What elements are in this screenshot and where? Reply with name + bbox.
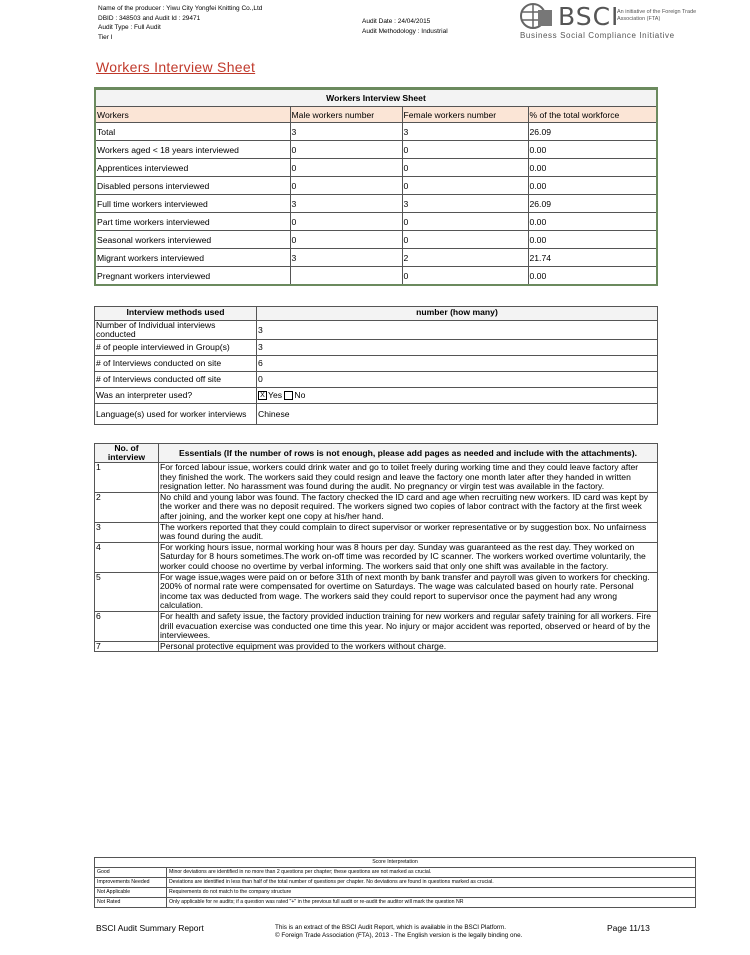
table-cell: Number of Individual interviews conducted [95, 321, 257, 340]
audit-date: Audit Date : 24/04/2015 [362, 18, 431, 25]
table-row [95, 123, 657, 141]
table-row [95, 898, 696, 908]
logo-wordmark: BSCI [558, 2, 620, 31]
table-caption: Score Interpretation [95, 858, 696, 868]
table-row [95, 388, 658, 404]
bsci-globe-icon [518, 2, 554, 32]
footer-notice-line: This is an extract of the BSCI Audit Report, which is available in the BSCI Platform. [275, 924, 506, 931]
table-caption: Workers Interview Sheet [95, 89, 657, 107]
table-cell: Requirements do not match to the company structure [167, 888, 696, 898]
table-cell [290, 267, 402, 286]
table-row [95, 356, 658, 372]
table-cell: 3 [290, 249, 402, 267]
table-cell: 0.00 [528, 213, 657, 231]
table-row [95, 159, 657, 177]
table-row [95, 522, 658, 542]
table-cell: Good [95, 868, 167, 878]
table-cell: 3 [95, 522, 159, 542]
table-cell: 26.09 [528, 195, 657, 213]
table-row [95, 267, 657, 286]
table-cell: 0.00 [528, 267, 657, 286]
table-cell: 0 [402, 267, 528, 286]
producer-name: Name of the producer : Yiwu City Yongfei Knitting Co.,Ltd [98, 5, 263, 12]
interview-methods-table [94, 306, 658, 425]
table-cell: Workers aged < 18 years interviewed [95, 141, 290, 159]
col-header: % of the total workforce [528, 107, 657, 123]
table-row [95, 611, 658, 641]
col-header: Workers [95, 107, 290, 123]
table-cell: 0 [402, 231, 528, 249]
footer-report-name: BSCI Audit Summary Report [96, 923, 204, 933]
table-cell: Deviations are identified in less than half of the total number of questions per chapter. No deviations are found in questions marked as crucial. [167, 878, 696, 888]
table-cell: 0.00 [528, 159, 657, 177]
table-cell: # of people interviewed in Group(s) [95, 340, 257, 356]
table-row [95, 231, 657, 249]
table-cell: Improvements Needed [95, 878, 167, 888]
table-cell: Not Rated [95, 898, 167, 908]
table-cell: 0 [402, 213, 528, 231]
footer-notice-line: © Foreign Trade Association (FTA), 2013 - The English version is the legally binding one. [275, 932, 523, 939]
table-row [95, 868, 696, 878]
table-cell: # of Interviews conducted on site [95, 356, 257, 372]
table-cell: 7 [95, 641, 159, 652]
table-row [95, 321, 658, 340]
table-cell: 0 [290, 177, 402, 195]
workers-table [94, 87, 658, 286]
table-row [95, 249, 657, 267]
table-header-row [95, 444, 658, 463]
table-cell: 2 [402, 249, 528, 267]
language-label: Language(s) used for worker interviews [95, 404, 257, 425]
no-checkbox[interactable] [284, 391, 293, 400]
col-header: Female workers number [402, 107, 528, 123]
col-header: No. of interview [95, 444, 159, 463]
dbid: DBID : 348503 and Audit Id : 29471 [98, 14, 201, 22]
bsci-logo [518, 2, 698, 42]
logo-subtitle: Business Social Compliance Initiative [520, 31, 675, 40]
page-title: Workers Interview Sheet [96, 59, 256, 75]
table-row [95, 195, 657, 213]
table-row [95, 463, 658, 493]
interpreter-label: Was an interpreter used? [95, 388, 257, 404]
table-cell: Personal protective equipment was provided to the workers without charge. [159, 641, 658, 652]
table-cell: 0 [402, 159, 528, 177]
tier: Tier I [98, 33, 113, 41]
yes-checkbox[interactable]: X [258, 391, 267, 400]
col-header: Essentials (If the number of rows is not enough, please add pages as needed and include with the attachments). [159, 444, 658, 463]
table-row [95, 404, 658, 425]
table-cell: 0 [290, 213, 402, 231]
table-cell: Minor deviations are identified in no more than 2 questions per chapter; these questions are not marked as crucial. [167, 868, 696, 878]
table-cell: 21.74 [528, 249, 657, 267]
col-header: Male workers number [290, 107, 402, 123]
table-cell: 0 [402, 141, 528, 159]
table-cell: For health and safety issue, the factory provided induction training for new workers and regular safety training for all workers. Fire drill evacuation exercise was conducted one time this year. No injury or major accident was reported, observed or heard of by the interviewees. [159, 611, 658, 641]
table-cell: 0.00 [528, 141, 657, 159]
interpreter-options [257, 388, 658, 404]
table-cell: 0 [257, 372, 658, 388]
table-cell: 4 [95, 542, 159, 572]
table-cell: 2 [95, 492, 159, 522]
table-cell: For working hours issue, normal working hour was 8 hours per day. Sunday was guaranteed as the rest day. They worked on Saturday for 8 hours sometimes.The work on-off time was recorded by IC scanner. The workers worked overtime voluntarily, the worker could choose no overtime by verbal informing. The workers said that only one shift was available in the factory. [159, 542, 658, 572]
essentials-table [94, 443, 658, 652]
audit-type: Audit Type : Full Audit [98, 24, 161, 31]
producer-info [98, 4, 262, 42]
table-cell: 3 [290, 195, 402, 213]
page-number: Page 11/13 [607, 923, 650, 933]
table-cell: Seasonal workers interviewed [95, 231, 290, 249]
table-row [95, 572, 658, 611]
table-cell: 0.00 [528, 177, 657, 195]
table-row [95, 641, 658, 652]
table-cell: 5 [95, 572, 159, 611]
table-cell: No child and young labor was found. The factory checked the ID card and age when recruiting new workers. ID card was kept by the worker and there was no deposit required. The workers signed two copies of labor contract with the factory at the first week after joining, and the worker kept one copy at his/her hand. [159, 492, 658, 522]
table-row [95, 213, 657, 231]
table-cell: Pregnant workers interviewed [95, 267, 290, 286]
table-cell: # of Interviews conducted off site [95, 372, 257, 388]
col-header: Interview methods used [95, 307, 257, 321]
table-cell: Full time workers interviewed [95, 195, 290, 213]
table-cell: 6 [257, 356, 658, 372]
table-cell: 0 [402, 177, 528, 195]
table-cell: 3 [402, 123, 528, 141]
table-cell: 0 [290, 231, 402, 249]
table-row [95, 177, 657, 195]
table-cell: 0 [290, 141, 402, 159]
table-cell: 0.00 [528, 231, 657, 249]
table-row [95, 878, 696, 888]
table-header-row [95, 307, 658, 321]
table-cell: 3 [257, 321, 658, 340]
table-cell: 3 [402, 195, 528, 213]
table-cell: Migrant workers interviewed [95, 249, 290, 267]
table-cell: 6 [95, 611, 159, 641]
table-row [95, 141, 657, 159]
audit-info [362, 17, 448, 36]
table-cell: 0 [290, 159, 402, 177]
table-cell: Only applicable for re audits; if a question was rated "+" in the previous full audit or re-audit the auditor will mark the question NR [167, 898, 696, 908]
table-cell: Total [95, 123, 290, 141]
logo-tagline: An initiative of the Foreign Trade Association (FTA) [617, 9, 697, 22]
table-cell: Apprentices interviewed [95, 159, 290, 177]
yes-label: Yes [268, 389, 283, 400]
table-cell: The workers reported that they could complain to direct supervisor or worker representative or by suggestion box. No unfairness was found during the audit. [159, 522, 658, 542]
table-row [95, 372, 658, 388]
score-interpretation-table [94, 857, 696, 908]
table-cell: 26.09 [528, 123, 657, 141]
table-header-row [95, 107, 657, 123]
audit-methodology: Audit Methodology : Industrial [362, 27, 448, 35]
table-cell: Disabled persons interviewed [95, 177, 290, 195]
table-row [95, 542, 658, 572]
language-value: Chinese [257, 404, 658, 425]
table-row [95, 492, 658, 522]
table-row [95, 340, 658, 356]
table-cell: For wage issue,wages were paid on or before 31th of next month by bank transfer and payroll was given to workers for checking. 200% of normal rate were compensated for overtime on Saturdays. The wage was calculated based on hourly rate. Personal income tax was deducted from wage. The workers said they could report to supervisor once the payment had any wrong calculation. [159, 572, 658, 611]
no-label: No [294, 389, 306, 400]
col-header: number (how many) [257, 307, 658, 321]
table-cell: 1 [95, 463, 159, 493]
table-cell: Not Applicable [95, 888, 167, 898]
table-cell: 3 [290, 123, 402, 141]
table-cell: For forced labour issue, workers could drink water and go to toilet freely during working time and they could leave factory after they finished the work. The workers said they could resign and leave the factory one month later after they handed in written resignation letter. No harassment was found during the audit. No pregnancy or virgin test was available in the factory. [159, 463, 658, 493]
table-cell: Part time workers interviewed [95, 213, 290, 231]
footer-notice [275, 924, 522, 940]
table-cell: 3 [257, 340, 658, 356]
table-row [95, 888, 696, 898]
